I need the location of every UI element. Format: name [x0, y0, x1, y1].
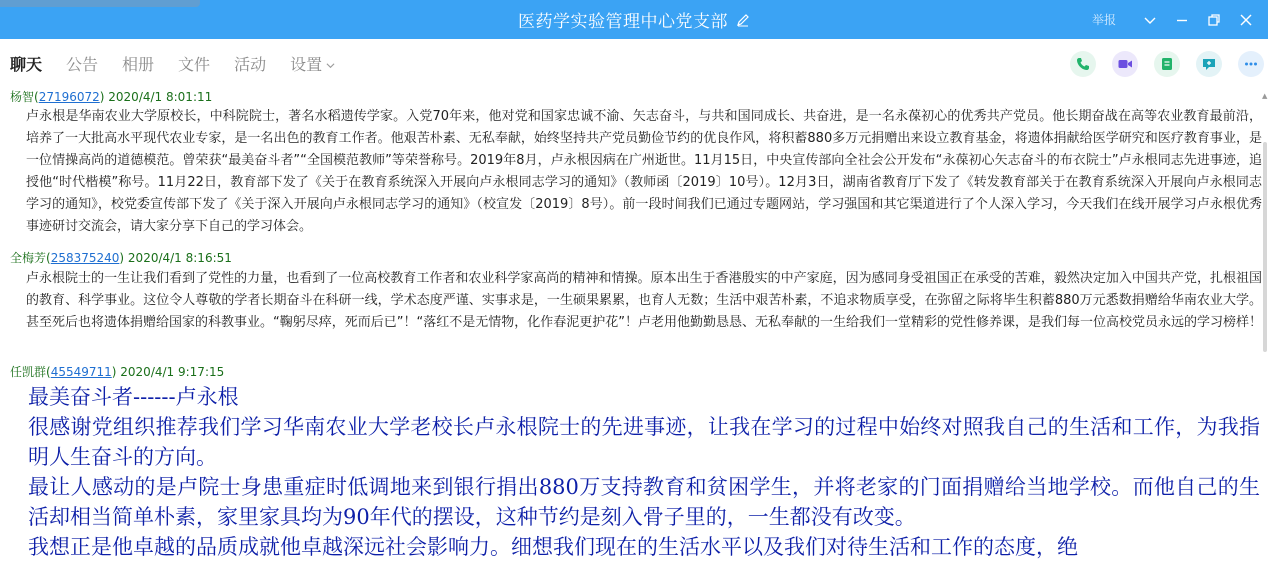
- message-header: 杨智(27196072) 2020/4/1 8:01:11: [10, 90, 213, 104]
- chat-scrollbar[interactable]: [1262, 88, 1268, 568]
- message-header: 全梅芳(258375240) 2020/4/1 8:16:51: [10, 251, 232, 265]
- tab-settings-label: 设置: [290, 55, 323, 74]
- voice-call-button[interactable]: [1070, 51, 1096, 77]
- chevron-down-icon[interactable]: [1142, 12, 1158, 28]
- tab-chat[interactable]: 聊天: [10, 55, 43, 74]
- message-paragraph: 我想正是他卓越的品质成就他卓越深远社会影响力。细想我们现在的生活水平以及我们对待生活和工作的态度，绝: [28, 535, 1078, 559]
- sender-name[interactable]: 全梅芳: [10, 251, 47, 265]
- scrollbar-thumb[interactable]: [1263, 142, 1267, 352]
- tab-announcement[interactable]: 公告: [66, 55, 99, 74]
- message-paragraph: 最美奋斗者------卢永根: [28, 385, 239, 409]
- nav-tabs: [10, 39, 359, 88]
- message-text: 卢永根院士的一生让我们看到了党性的力量，也看到了一位高校教育工作者和农业科学家高尚的精神和情操。原本出生于香港殷实的中产家庭，因为感同身受祖国正在承受的苦难，毅然决定加入中国共产党，扎根祖国的教育、科学事业。这位令人尊敬的学者长期奋斗在科研一线，学术态度严谨、实事求是，一生硕果累累，也育人无数；生活中艰苦朴素，不追求物质享受，在弥留之际将毕生积蓄880万元悉数捐赠给华南农业大学。甚至死后也将遗体捐赠给国家的科教事业。“鞠躬尽瘁，死而后已”！“落红不是无情物，化作春泥更护花”！卢老用他勤勤恳恳、无私奉献的一生给我们一堂精彩的党性修养课，是我们每一位高校党员永远的学习榜样！: [26, 271, 1262, 330]
- video-call-button[interactable]: [1112, 51, 1138, 77]
- scroll-up-icon[interactable]: ▲: [1262, 92, 1268, 100]
- sender-uid-link[interactable]: 258375240: [50, 251, 120, 265]
- tab-activity[interactable]: 活动: [234, 55, 267, 74]
- screen-share-button[interactable]: [1196, 51, 1222, 77]
- message-time: 2020/4/1 9:17:15: [120, 365, 225, 379]
- message-time: 2020/4/1 8:16:51: [127, 251, 232, 265]
- more-button[interactable]: [1238, 51, 1264, 77]
- message-header: 任凯群(45549711) 2020/4/1 9:17:15: [10, 365, 225, 379]
- chevron-down-icon: [326, 61, 335, 70]
- sender-name[interactable]: 杨智: [10, 90, 35, 104]
- chat-history[interactable]: [0, 88, 1262, 568]
- message-text: 卢永根是华南农业大学原校长，中科院院士，著名水稻遗传学家。入党70年来，他对党和国家忠诚不渝、矢志奋斗，与共和国同成长、共奋进，是一名永葆初心的优秀共产党员。他长期奋战在高等农业教育最前沿，培养了一大批高水平现代农业专家，是一名出色的教育工作者。他艰苦朴素、无私奉献，始终坚持共产党员勤俭节约的优良作风，将积蓄880多万元捐赠出来设立教育基金，将遗体捐献给医学研究和医疗教育事业，是一位情操高尚的道德模范。曾荣获“最美奋斗者”“全国模范教师”等荣誉称号。2019年8月，卢永根因病在广州逝世。11月15日，中央宣传部向全社会公开发布“永葆初心矢志奋斗的布衣院士”卢永根同志先进事迹，追授他“时代楷模”称号。11月22日，教育部下发了《关于在教育系统深入开展向卢永根同志学习的通知》（教师函〔2019〕10号）。12月3日，湖南省教育厅下发了《转发教育部关于在教育系统深入开展向卢永根同志学习的通知》，校党委宣传部下发了《关于深入开展向卢永根同志学习的通知》（校宣发〔2019〕8号）。前一段时间我们已通过专题网站，学习强国和其它渠道进行了个人深入学习，今天我们在线开展学习卢永根优秀事迹研讨交流会，请大家分享下自己的学习体会。: [26, 109, 1262, 234]
- group-nav: [0, 39, 1268, 88]
- minimize-icon[interactable]: [1174, 12, 1190, 28]
- tab-album[interactable]: 相册: [122, 55, 155, 74]
- sender-uid-link[interactable]: 45549711: [50, 365, 112, 379]
- report-button[interactable]: 举报: [1091, 13, 1116, 27]
- lesson-icon: [1159, 56, 1175, 72]
- message-text-large: [28, 382, 1260, 562]
- screen-share-icon: [1201, 56, 1217, 72]
- edit-icon[interactable]: [736, 13, 750, 27]
- message-paragraph: 很感谢党组织推荐我们学习华南农业大学老校长卢永根院士的先进事迹，让我在学习的过程中始终对照我自己的生活和工作，为我指明人生奋斗的方向。: [28, 415, 1260, 469]
- group-title: 医药学实验管理中心党支部: [518, 12, 728, 32]
- close-icon[interactable]: [1238, 12, 1254, 28]
- more-icon: [1243, 56, 1259, 72]
- video-icon: [1117, 56, 1133, 72]
- sender-uid-link[interactable]: 27196072: [38, 90, 100, 104]
- action-buttons: [1054, 39, 1264, 88]
- tab-settings[interactable]: [290, 52, 335, 75]
- restore-icon[interactable]: [1206, 12, 1222, 28]
- sender-name[interactable]: 任凯群: [10, 365, 47, 379]
- message-paragraph: 最让人感动的是卢院士身患重症时低调地来到银行捐出880万支持教育和贫困学生，并将老家的门面捐赠给当地学校。而他自己的生活却相当简单朴素，家里家具均为90年代的摆设，这种节约是刻入骨子里的，一生都没有改变。: [28, 475, 1260, 529]
- lesson-button[interactable]: [1154, 51, 1180, 77]
- tab-files[interactable]: 文件: [178, 55, 211, 74]
- title-bar: [0, 0, 1268, 39]
- phone-icon: [1075, 56, 1091, 72]
- message-time: 2020/4/1 8:01:11: [108, 90, 213, 104]
